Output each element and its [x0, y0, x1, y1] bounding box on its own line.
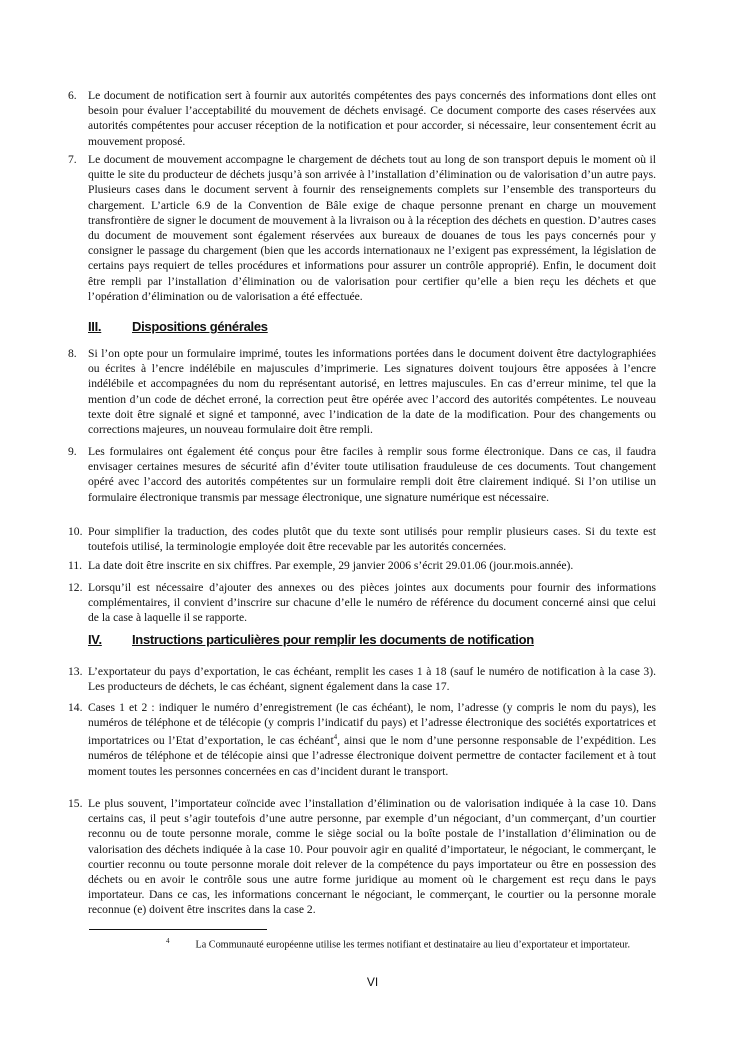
paragraph-number: 14. [68, 701, 83, 714]
footnote-text: La Communauté européenne utilise les termes notifiant et destinataire au lieu d’exportateur et importateur. [195, 939, 631, 951]
paragraph-number: 6. [68, 89, 77, 102]
paragraph-text: Si l’on opte pour un formulaire imprimé, toutes les informations portées dans le document doivent être dactylographiées ou écrites à l’encre indélébile en majuscules d’imprimerie. Les signatures doivent toujours être apposées à l’encre indélébile et accompagnées du nom du représentant autorisé, en lettres majuscules. En cas d’erreur minime, tel que la mention d’un code de déchet erroné, la correction peut être opérée avec l’accord des autorités compétentes. Le nouveau texte doit être signalé et signé et tamponné, avec l’indication de la date de la modification. Pour des changements ou corrections majeures, un nouveau formulaire doit être rempli. [88, 347, 656, 437]
paragraph-text: Les formulaires ont également été conçus pour être faciles à remplir sous forme électronique. Dans ce cas, il faudra envisager certaines mesures de sécurité afin d’éviter toute utilisation frauduleuse de ces documents. Tout changement opéré avec l’accord des autorités compétentes sur un formulaire rempli doit être clairement indiqué. Si l’on utilise un formulaire électronique transmis par message électronique, une signature numérique est nécessaire. [88, 445, 656, 504]
paragraph-12 [68, 580, 656, 626]
paragraph-text: Pour simplifier la traduction, des codes plutôt que du texte sont utilisés pour remplir plusieurs cases. Si du texte est toutefois utilisé, la terminologie employée doit être recevable par les autorités concernées. [88, 525, 656, 554]
paragraph-15 [68, 796, 656, 918]
footnote-separator [89, 929, 267, 930]
paragraph-number: 9. [68, 445, 77, 458]
paragraph-number: 12. [68, 581, 83, 594]
paragraph-number: 11. [68, 559, 83, 572]
footnote [166, 934, 646, 952]
paragraph-10 [68, 524, 656, 554]
paragraph-text: Lorsqu’il est nécessaire d’ajouter des annexes ou des pièces jointes aux documents pour fournir des informations complémentaires, il convient d’inscrire sur chacune d’elle le numéro de référence du document concerné ainsi que celui de la case à laquelle il se rapporte. [88, 581, 656, 625]
section-number: IV. [88, 632, 102, 647]
footnote-mark: 4 [166, 937, 170, 945]
paragraph-number: 10. [68, 525, 83, 538]
paragraph-text: La date doit être inscrite en six chiffres. Par exemple, 29 janvier 2006 s’écrit 29.01.06 (jour.mois.année). [88, 559, 574, 572]
paragraph-6 [68, 88, 656, 149]
paragraph-text: Le plus souvent, l’importateur coïncide avec l’installation d’élimination ou de valorisation indiquée à la case 10. Dans certains cas, il peut s’agir toutefois d’une autre personne, par exemple d’un négociant, d’un commerçant, d’un courtier reconnu ou de toute personne morale, comme le siège social ou la boîte postale de l’installation d’élimination ou de valorisation des déchets indiquée à la case 10. Pour pouvoir agir en qualité d’importateur, le négociant, le commerçant, le courtier reconnu ou toute personne morale doit relever de la compétence du pays importateur ou être en possession des déchets ou en avoir le contrôle sous une autre forme juridique au moment où le chargement est reçu dans le pays importateur. Dans ce cas, les informations concernant le négociant, le commerçant, le courtier ou la personne morale reconnue (e) doivent être inscrites dans la case 2. [88, 797, 656, 917]
footnote-reference[interactable]: 4 [333, 733, 338, 742]
paragraph-text-part: , ainsi que le nom d’une personne responsable de l’expédition. Les numéros de téléphone et de télécopie ainsi que l’adresse électronique doivent permettre de contacter facilement et à tout moment toutes les personnes concernées en cas d’incident durant le transport. [88, 734, 656, 778]
paragraph-text: Le document de notification sert à fournir aux autorités compétentes des pays concernés des informations dont elles ont besoin pour évaluer l’acceptabilité du mouvement de déchets envisagé. Ce document comporte des cases réservées aux autorités compétentes pour accuser réception de la notification et pour accorder, si nécessaire, leur consentement écrit au mouvement proposé. [88, 89, 656, 148]
paragraph-9 [68, 444, 656, 505]
section-title: Instructions particulières pour remplir les documents de notification [132, 632, 534, 647]
paragraph-11 [68, 558, 656, 573]
section-title: Dispositions générales [132, 319, 268, 334]
paragraph-14 [68, 700, 656, 779]
paragraph-text-part: Cases 1 et 2 : indiquer le numéro d’enregistrement (le cas échéant), le nom, l’adresse (y compris le nom du pays), les numéros de téléphone et de télécopie (y compris l’indicatif du pays) et l’adresse électronique des sociétés exportatrices et importatrices ou l’Etat d’exportation, le cas échéant [88, 701, 656, 748]
paragraph-number: 13. [68, 665, 83, 678]
paragraph-text [88, 700, 656, 779]
paragraph-text: Le document de mouvement accompagne le chargement de déchets tout au long de son transport depuis le moment où il quitte le site du producteur de déchets jusqu’à son arrivée à l’installation d’élimination ou de valorisation d’un autre pays. Plusieurs cases dans le document servent à fournir des renseignements complets sur l’ensemble des transporteurs du chargement. L’article 6.9 de la Convention de Bâle exige de chaque personne prenant en charge un mouvement transfrontière de signer le document de mouvement à la livraison ou à la réception des déchets en question. D’autres cases du document de mouvement sont également réservées aux bureaux de douanes de tous les pays concernés pour y consigner le passage du chargement (bien que les accords internationaux ne l’exigent pas expressément, la législation de certains pays requiert de telles procédures et informations pour assurer un contrôle approprié). Enfin, le document doit être rempli par l’installation d’élimination ou de valorisation pour certifier qu’elle a bien reçu les déchets et que l’opération d’élimination ou de valorisation a été effectuée. [88, 153, 656, 303]
paragraph-13 [68, 664, 656, 694]
paragraph-text: L’exportateur du pays d’exportation, le cas échéant, remplit les cases 1 à 18 (sauf le numéro de notification à la case 3). Les producteurs de déchets, le cas échéant, signent également dans la case 17. [88, 665, 656, 694]
paragraph-number: 15. [68, 797, 83, 810]
page-number: VI [366, 975, 379, 989]
section-number: III. [88, 319, 102, 334]
paragraph-number: 8. [68, 347, 77, 360]
paragraph-7 [68, 152, 656, 304]
paragraph-number: 7. [68, 153, 77, 166]
paragraph-8 [68, 346, 656, 437]
